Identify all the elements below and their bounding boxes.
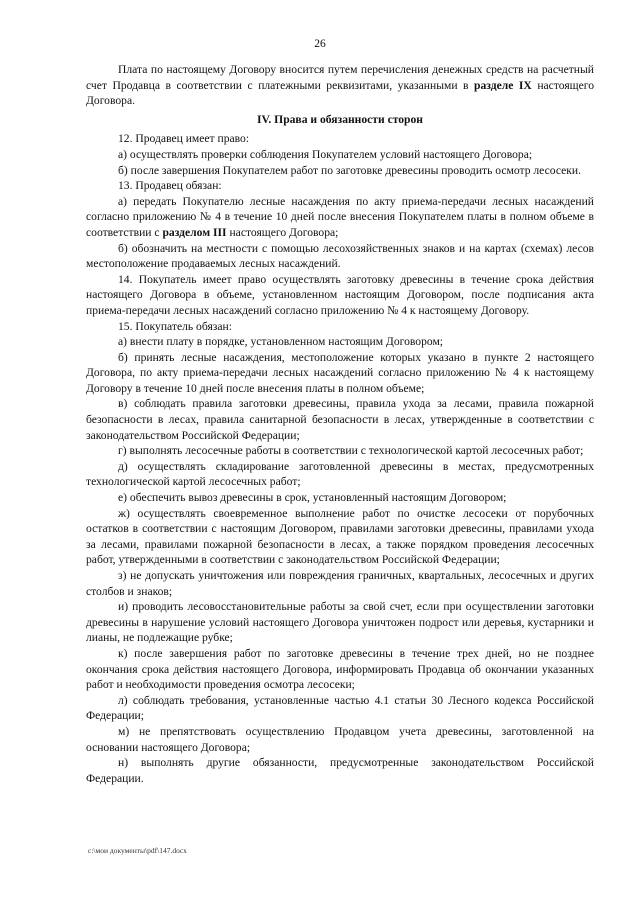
paragraph-13: 13. Продавец обязан:: [118, 179, 222, 193]
paragraph-15k: к) после завершения работ по заготовке древесины в течение трех дней, но не позднее окончания срока действия настоящего Договора, информировать Продавца об окончании указанных работ и необходимости проведения осмотра лесосеки;: [86, 646, 594, 692]
paragraph-15n: н) выполнять другие обязанности, предусмотренные законодательством Российской Федерации.: [86, 756, 594, 785]
paragraph-15a: а) внести плату в порядке, установленном настоящим Договором;: [118, 335, 444, 349]
paragraph-15zh: ж) осуществлять своевременное выполнение работ по очистке лесосеки от порубочных остатков в соответствии с настоящим Договором, правилами заготовки древесины, правилами ухода за лесами, правилами пожарной безопасности в лесах, а также порядком проведения лесосечных работ, утвержденными в соответствии с законодательством Российской Федерации;: [86, 506, 594, 567]
paragraph-15v: в) соблюдать правила заготовки древесины, правила ухода за лесами, правила пожарной безопасности в лесах, правила санитарной безопасности в лесах, утвержденные в соответствии с законодательством Российской Федерации;: [86, 397, 594, 442]
page-number: 26: [314, 38, 326, 50]
paragraph-12a: а) осуществлять проверки соблюдения Покупателем условий настоящего Договора;: [118, 147, 533, 161]
paragraph-12: 12. Продавец имеет право:: [118, 132, 250, 146]
document-body: [86, 62, 594, 786]
paragraph-15l: л) соблюдать требования, установленные частью 4.1 статьи 30 Лесного кодекса Российской Федерации;: [86, 693, 594, 723]
paragraph-13b: б) обозначить на местности с помощью лесохозяйственных знаков и на картах (схемах) лесов местоположение продаваемых лесных насаждений.: [86, 241, 594, 271]
bold-reference: разделе IX: [474, 78, 532, 92]
paragraph-14: 14. Покупатель имеет право осуществлять заготовку древесины в течение срока действия настоящего Договора в объеме, установленном настоящим Договором, после подписания акта приема-передачи лесных насаждений согласно приложению № 4 к настоящему Договору.: [86, 272, 594, 317]
section-heading: IV. Права и обязанности сторон: [256, 112, 423, 126]
paragraph-15m: м) не препятствовать осуществлению Продавцом учета древесины, заготовленной на основании настоящего Договора;: [86, 724, 594, 754]
paragraph-15e: е) обеспечить вывоз древесины в срок, установленный настоящим Договором;: [118, 491, 507, 505]
paragraph-15d: д) осуществлять складирование заготовленной древесины в местах, предусмотренных технологической картой лесосечных работ;: [86, 459, 594, 489]
paragraph-15i: и) проводить лесовосстановительные работы за свой счет, если при осуществлении заготовки древесины в нарушение условий настоящего Договора уничтожен подрост или деревья, кустарники и лианы, не подлежащие рубке;: [86, 600, 594, 645]
paragraph-payment: Плата по настоящему Договору вносится путем перечисления денежных средств на расчетный счет Продавца в соответствии с платежными реквизитами, указанными в разделе IX настоящего Договора.: [86, 63, 594, 108]
paragraph-15g: г) выполнять лесосечные работы в соответствии с технологической картой лесосечных работ;: [118, 444, 584, 458]
bold-reference: разделом III: [162, 225, 227, 239]
paragraph-15b: б) принять лесные насаждения, местоположение которых указано в пункте 2 настоящего Договора, по акту приема-передачи лесных насаждений согласно приложению № 4 к настоящему Договору в течение 10 дней после внесения платы в полном объеме;: [86, 350, 594, 395]
paragraph-15: 15. Покупатель обязан:: [118, 319, 232, 333]
paragraph-15z: з) не допускать уничтожения или повреждения граничных, квартальных, лесосечных и других столбов и знаков;: [86, 569, 594, 598]
paragraph-13a: а) передать Покупателю лесные насаждения по акту приема-передачи лесных насаждений согласно приложению № 4 в течение 10 дней после внесения Покупателем платы в полном объеме в соответствии с разделом III настоящего Договора;: [86, 194, 594, 239]
file-path-footer: c:\мои документы\pdf\147.docx: [88, 846, 187, 855]
paragraph-12b: б) после завершения Покупателем работ по заготовке древесины проводить осмотр лесосеки.: [118, 163, 582, 177]
